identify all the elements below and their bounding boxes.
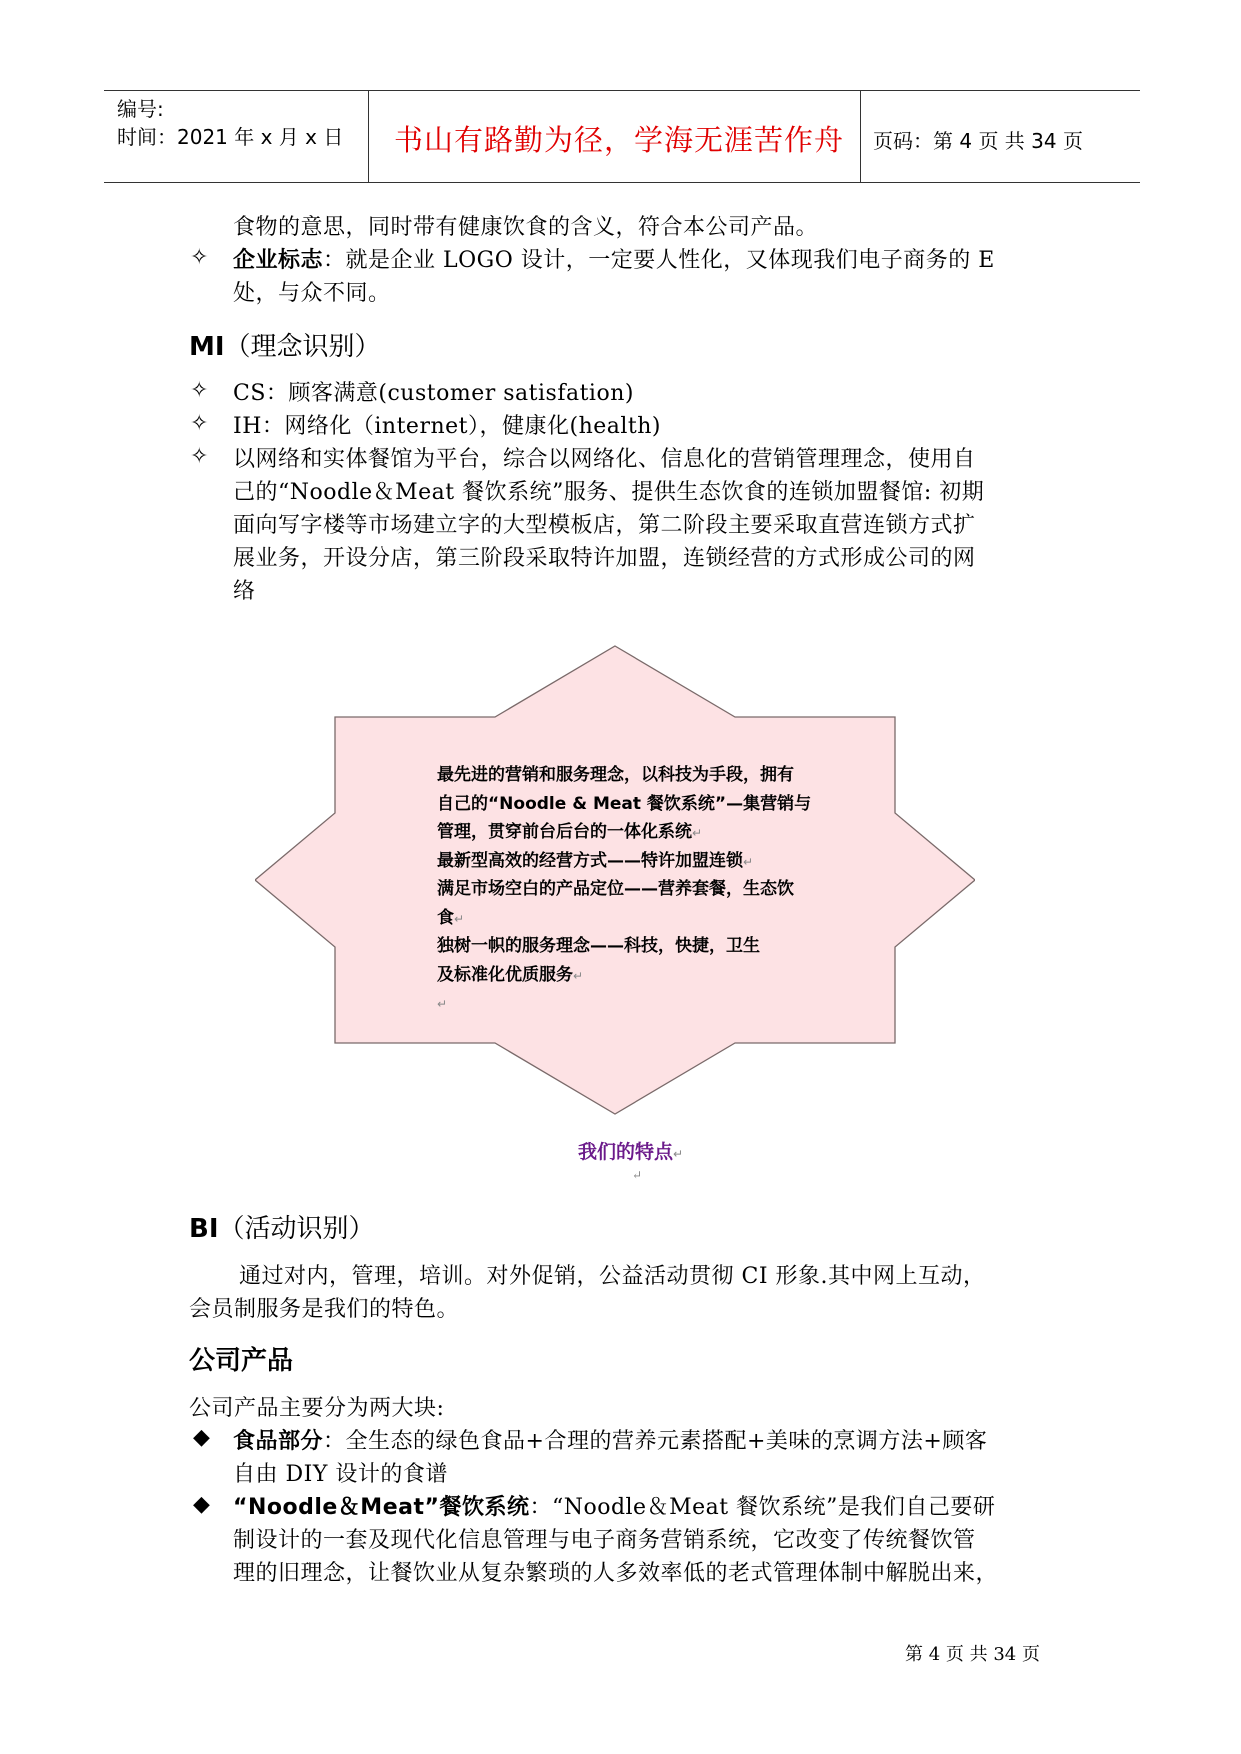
mi-heading (189, 326, 381, 363)
mi-item-2: IH：网络化（internet），健康化(health) (233, 414, 662, 439)
products-bullet-1: ◆ (193, 1425, 210, 1450)
food-line-1 (233, 1425, 987, 1458)
system-line-1 (233, 1491, 995, 1524)
food-line-2: 自由 DIY 设计的食谱 (233, 1462, 448, 1487)
star-line-2: 自己的“Noodle & Meat 餐饮系统”—集营销与 (437, 794, 812, 814)
products-intro: 公司产品主要分为两大块: (189, 1396, 445, 1421)
mi-heading-paren: （理念识别） (224, 332, 381, 362)
header-divider-left (368, 90, 369, 182)
products-bullet-2: ◆ (193, 1492, 210, 1517)
star-line-8-text: 及标准化优质服务 (437, 965, 573, 985)
header-top-rule (104, 90, 1140, 91)
mi-bullet-2: ✧ (190, 411, 209, 436)
star-line-9 (437, 989, 447, 1019)
mi-item-3-line-3: 面向写字楼等市场建立字的大型模板店，第二阶段主要采取直营连锁方式扩 (233, 513, 976, 538)
header-divider-right (860, 90, 861, 182)
star-line-3 (437, 818, 702, 848)
mi-item-3-line-2: 己的“Noodle＆Meat 餐饮系统”服务、提供生态饮食的连锁加盟餐馆: 初期 (233, 480, 985, 505)
return-mark: ↵ (743, 855, 754, 869)
star-line-3-text: 管理，贯穿前台后台的一体化系统 (437, 822, 692, 842)
star-line-6-text: 食 (437, 908, 454, 928)
mi-item-1: CS：顾客满意(customer satisfation) (233, 381, 634, 406)
system-line-2: 制设计的一套及现代化信息管理与电子商务营销系统，它改变了传统餐饮管 (233, 1528, 976, 1553)
star-line-4-text: 最新型高效的经营方式——特许加盟连锁 (437, 851, 743, 871)
logo-line-1 (233, 244, 995, 277)
food-text: ：全生态的绿色食品+合理的营养元素搭配+美味的烹调方法+顾客 (323, 1429, 988, 1454)
header-number-label: 编号: (117, 97, 164, 121)
products-heading: 公司产品 (189, 1346, 294, 1376)
header-motto: 书山有路勤为径，学海无涯苦作舟 (394, 123, 845, 157)
header-page-label: 页码：第 4 页 共 34 页 (873, 129, 1083, 153)
logo-line-2: 处，与众不同。 (233, 281, 391, 306)
bi-heading-title: BI (189, 1214, 219, 1244)
star-line-7: 独树一帜的服务理念——科技，快捷，卫生 (437, 936, 760, 956)
header-bottom-rule (104, 182, 1140, 183)
food-term: 食品部分 (233, 1429, 324, 1454)
return-mark: ↵ (454, 912, 465, 926)
system-text: ：“Noodle＆Meat 餐饮系统”是我们自己要研 (529, 1495, 996, 1520)
footer-page-number: 第 4 页 共 34 页 (905, 1644, 1040, 1665)
intro-bullet: ✧ (190, 245, 209, 270)
mi-item-3-line-1: 以网络和实体餐馆为平台，综合以网络化、信息化的营销管理理念，使用自 (233, 447, 976, 472)
star-line-6 (437, 904, 464, 934)
mi-item-3-line-4: 展业务，开设分店，第三阶段采取特许加盟，连锁经营的方式形成公司的网 (233, 546, 976, 571)
header-time-label: 时间：2021 年 x 月 x 日 (117, 125, 344, 149)
return-mark: ↵ (573, 969, 584, 983)
mi-bullet-3: ✧ (190, 444, 209, 469)
system-term: “Noodle＆Meat”餐饮系统 (233, 1495, 530, 1520)
mi-bullet-1: ✧ (190, 378, 209, 403)
mi-heading-title: MI (189, 332, 225, 362)
star-line-4 (437, 847, 753, 877)
bi-heading-paren: （活动识别） (218, 1214, 375, 1244)
return-mark: ↵ (437, 997, 448, 1011)
empty-paragraph-mark: ↵ (632, 1168, 643, 1182)
bi-line-2: 会员制服务是我们的特色。 (189, 1297, 460, 1322)
bi-line-1: 通过对内，管理，培训。对外促销，公益活动贯彻 CI 形象.其中网上互动， (239, 1264, 986, 1289)
system-line-3: 理的旧理念，让餐饮业从复杂繁琐的人多效率低的老式管理体制中解脱出来， (233, 1561, 999, 1586)
intro-line: 食物的意思，同时带有健康饮食的含义，符合本公司产品。 (233, 215, 819, 240)
star-line-5: 满足市场空白的产品定位——营养套餐，生态饮 (437, 879, 794, 899)
star-line-8 (437, 961, 583, 991)
return-mark: ↵ (692, 826, 703, 840)
logo-text: ：就是企业 LOGO 设计，一定要人性化，又体现我们电子商务的 E (323, 248, 995, 273)
bi-heading (189, 1208, 375, 1245)
star-caption (578, 1137, 683, 1164)
logo-term: 企业标志 (233, 248, 324, 273)
return-mark: ↵ (673, 1147, 684, 1161)
star-caption-text: 我们的特点 (578, 1141, 674, 1163)
star-line-1: 最先进的营销和服务理念，以科技为手段，拥有 (437, 765, 794, 785)
mi-item-3-line-5: 络 (233, 579, 256, 604)
